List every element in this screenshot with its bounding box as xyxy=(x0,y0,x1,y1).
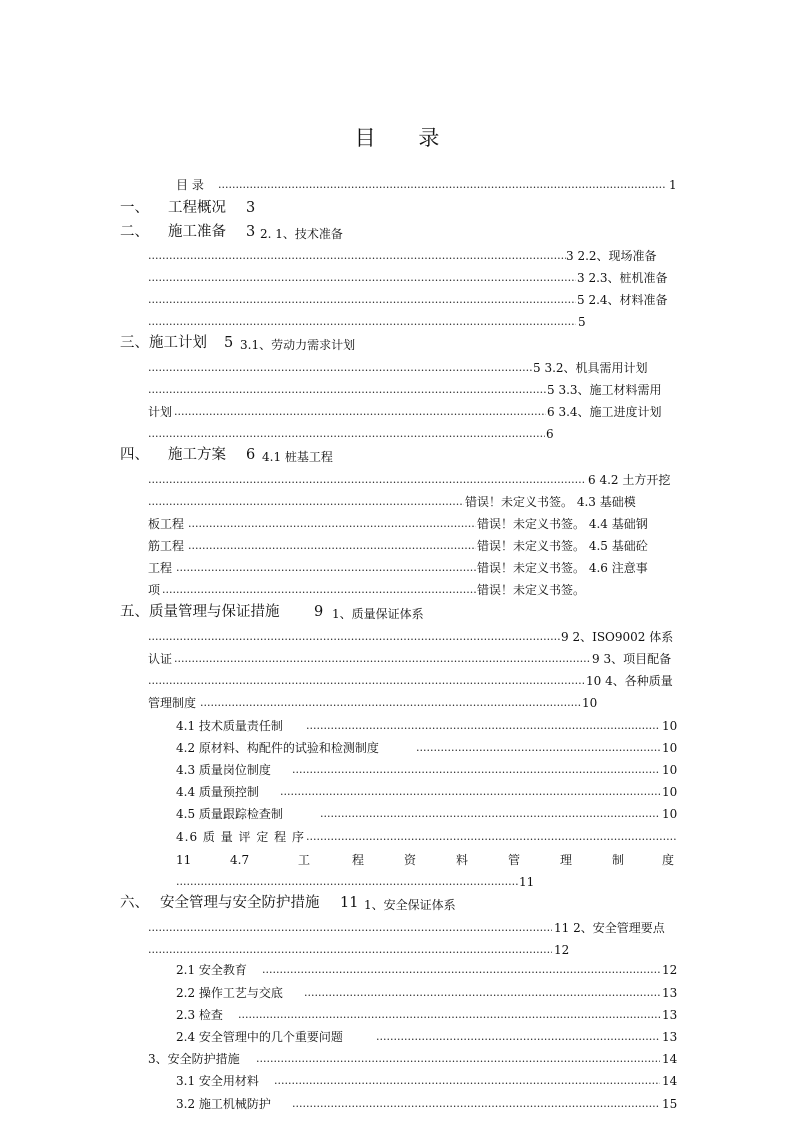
toc-label: 4.1 技术质量责任制 xyxy=(176,719,283,733)
toc-page: 3 xyxy=(246,224,256,240)
toc-head: 管理制度 xyxy=(148,696,197,710)
toc-label: 2.1 安全教育 xyxy=(176,963,247,977)
toc-label: 2.4 安全管理中的几个重要问题 xyxy=(176,1030,343,1044)
toc-page: 10 xyxy=(662,785,678,799)
toc-page: 6 xyxy=(246,447,256,463)
toc-tail: 3 2.2、现场准备 xyxy=(566,249,657,263)
toc-label: 2.2 操作工艺与交底 xyxy=(176,986,283,1000)
toc-leader xyxy=(148,494,464,510)
toc-tail: 6 4.2 土方开挖 xyxy=(588,473,671,487)
section-title: 安全管理与安全防护措施 xyxy=(160,895,320,911)
toc-tail: 错误！未定义书签。 4.4 基础钢 xyxy=(477,517,648,531)
toc-leader xyxy=(148,292,576,308)
toc-leader xyxy=(148,629,560,645)
toc-subentry: 3.1、劳动力需求计划 xyxy=(240,338,356,352)
toc-tail: 错误！未定义书签。 4.5 基础砼 xyxy=(477,539,648,553)
toc-label: 3.2 施工机械防护 xyxy=(176,1097,271,1111)
toc-leader xyxy=(148,673,584,689)
toc-tail: 3 2.3、桩机准备 xyxy=(577,271,668,285)
toc-leader xyxy=(148,360,532,376)
toc-page: 3 xyxy=(246,200,256,216)
toc-page: 13 xyxy=(662,1008,678,1022)
toc-leader xyxy=(148,270,576,286)
section-number: 四、 xyxy=(120,447,149,463)
toc-number: 4.7 xyxy=(230,853,250,867)
toc-page: 5 xyxy=(224,335,234,351)
toc-tail: 11 2、安全管理要点 xyxy=(554,921,665,935)
section-title: 施工方案 xyxy=(168,447,226,463)
toc-tail: 10 4、各种质量 xyxy=(586,674,673,688)
toc-tail: 错误！未定义书签。 4.3 基础模 xyxy=(465,495,636,509)
toc-page: 1 xyxy=(669,178,677,192)
toc-leader xyxy=(376,1029,660,1045)
toc-page: 10 xyxy=(662,807,678,821)
section-title: 施工准备 xyxy=(168,224,226,240)
toc-leader xyxy=(320,806,660,822)
toc-tail: 5 xyxy=(578,315,586,329)
toc-tail: 12 xyxy=(554,943,570,957)
toc-subentry: 1、安全保证体系 xyxy=(364,898,456,912)
toc-char: 资 xyxy=(404,853,417,867)
toc-leader xyxy=(176,874,518,890)
toc-page: 10 xyxy=(662,719,678,733)
toc-leader xyxy=(188,516,476,532)
toc-page: 10 xyxy=(662,741,678,755)
toc-page: 10 xyxy=(662,763,678,777)
toc-leader xyxy=(218,177,665,193)
section-title: 五、质量管理与保证措施 xyxy=(120,604,280,620)
toc-leader xyxy=(256,1051,660,1067)
toc-leader xyxy=(148,942,552,958)
toc-subentry: 4.1 桩基工程 xyxy=(262,450,333,464)
toc-leader xyxy=(292,762,660,778)
toc-tail: 6 xyxy=(546,427,554,441)
section-number: 一、 xyxy=(120,200,149,216)
toc-label: 4.5 质量跟踪检查制 xyxy=(176,807,283,821)
toc-page: 13 xyxy=(662,986,678,1000)
toc-tail: 5 3.2、机具需用计划 xyxy=(533,361,648,375)
toc-leader xyxy=(292,1096,660,1112)
toc-leader xyxy=(274,1073,660,1089)
toc-head: 认证 xyxy=(148,652,173,666)
toc-leader xyxy=(148,920,552,936)
toc-subentry: 1、质量保证体系 xyxy=(332,607,424,621)
toc-leader xyxy=(176,560,476,576)
toc-leader xyxy=(148,472,586,488)
toc-label: 3.1 安全用材料 xyxy=(176,1074,259,1088)
toc-tail: 10 xyxy=(582,696,598,710)
toc-head: 板工程 xyxy=(148,517,185,531)
toc-tail: 11 xyxy=(519,875,535,889)
toc-label: 目 录 xyxy=(176,178,204,192)
toc-head: 筋工程 xyxy=(148,539,185,553)
toc-tail: 9 2、ISO9002 体系 xyxy=(561,630,674,644)
toc-tail: 6 3.4、施工进度计划 xyxy=(547,405,662,419)
toc-label: 4.3 质量岗位制度 xyxy=(176,763,271,777)
toc-char: 程 xyxy=(352,853,365,867)
toc-tail: 错误！未定义书签。 4.6 注意事 xyxy=(477,561,648,575)
section-title: 工程概况 xyxy=(168,200,226,216)
toc-leader xyxy=(200,695,582,711)
toc-char: 工 xyxy=(298,853,311,867)
toc-page: 14 xyxy=(662,1074,678,1088)
toc-tail: 错误！未定义书签。 xyxy=(477,583,586,597)
toc-leader xyxy=(262,962,660,978)
section-number: 六、 xyxy=(120,895,149,911)
toc-leader xyxy=(416,740,660,756)
toc-leader xyxy=(174,404,546,420)
toc-tail: 9 3、项目配备 xyxy=(592,652,672,666)
section-number: 二、 xyxy=(120,224,149,240)
toc-leader xyxy=(148,248,566,264)
toc-page: 9 xyxy=(314,604,324,620)
toc-leader xyxy=(304,985,660,1001)
toc-char: 管 xyxy=(508,853,521,867)
toc-char: 料 xyxy=(456,853,469,867)
toc-page: 14 xyxy=(662,1052,678,1066)
toc-head: 工程 xyxy=(148,561,173,575)
toc-leader xyxy=(306,829,676,845)
toc-char: 制 xyxy=(612,853,625,867)
toc-tail: 5 3.3、施工材料需用 xyxy=(547,383,662,397)
toc-label: 4.6 质 量 评 定 程 序 xyxy=(176,830,305,844)
section-title: 三、施工计划 xyxy=(120,335,207,351)
toc-label: 2.3 检查 xyxy=(176,1008,223,1022)
toc-leader xyxy=(188,538,476,554)
toc-leader xyxy=(148,426,545,442)
toc-leader xyxy=(280,784,660,800)
toc-subentry: 2. 1、技术准备 xyxy=(260,227,343,241)
toc-char: 度 xyxy=(662,853,675,867)
toc-label: 3、安全防护措施 xyxy=(148,1052,240,1066)
toc-head: 计划 xyxy=(148,405,173,419)
page-title: 目 录 xyxy=(354,126,458,150)
toc-head: 项 xyxy=(148,583,161,597)
toc-leader xyxy=(238,1007,660,1023)
toc-page: 11 xyxy=(176,853,192,867)
toc-leader xyxy=(174,651,590,667)
toc-label: 4.2 原材料、构配件的试验和检测制度 xyxy=(176,741,379,755)
toc-page: 11 xyxy=(340,895,359,911)
toc-leader xyxy=(148,382,546,398)
toc-char: 理 xyxy=(560,853,573,867)
toc-leader xyxy=(306,718,660,734)
toc-leader xyxy=(148,314,576,330)
toc-page: 12 xyxy=(662,963,678,977)
toc-page: 13 xyxy=(662,1030,678,1044)
toc-leader xyxy=(162,582,476,598)
toc-tail: 5 2.4、材料准备 xyxy=(577,293,668,307)
toc-page: 15 xyxy=(662,1097,678,1111)
toc-label: 4.4 质量预控制 xyxy=(176,785,259,799)
